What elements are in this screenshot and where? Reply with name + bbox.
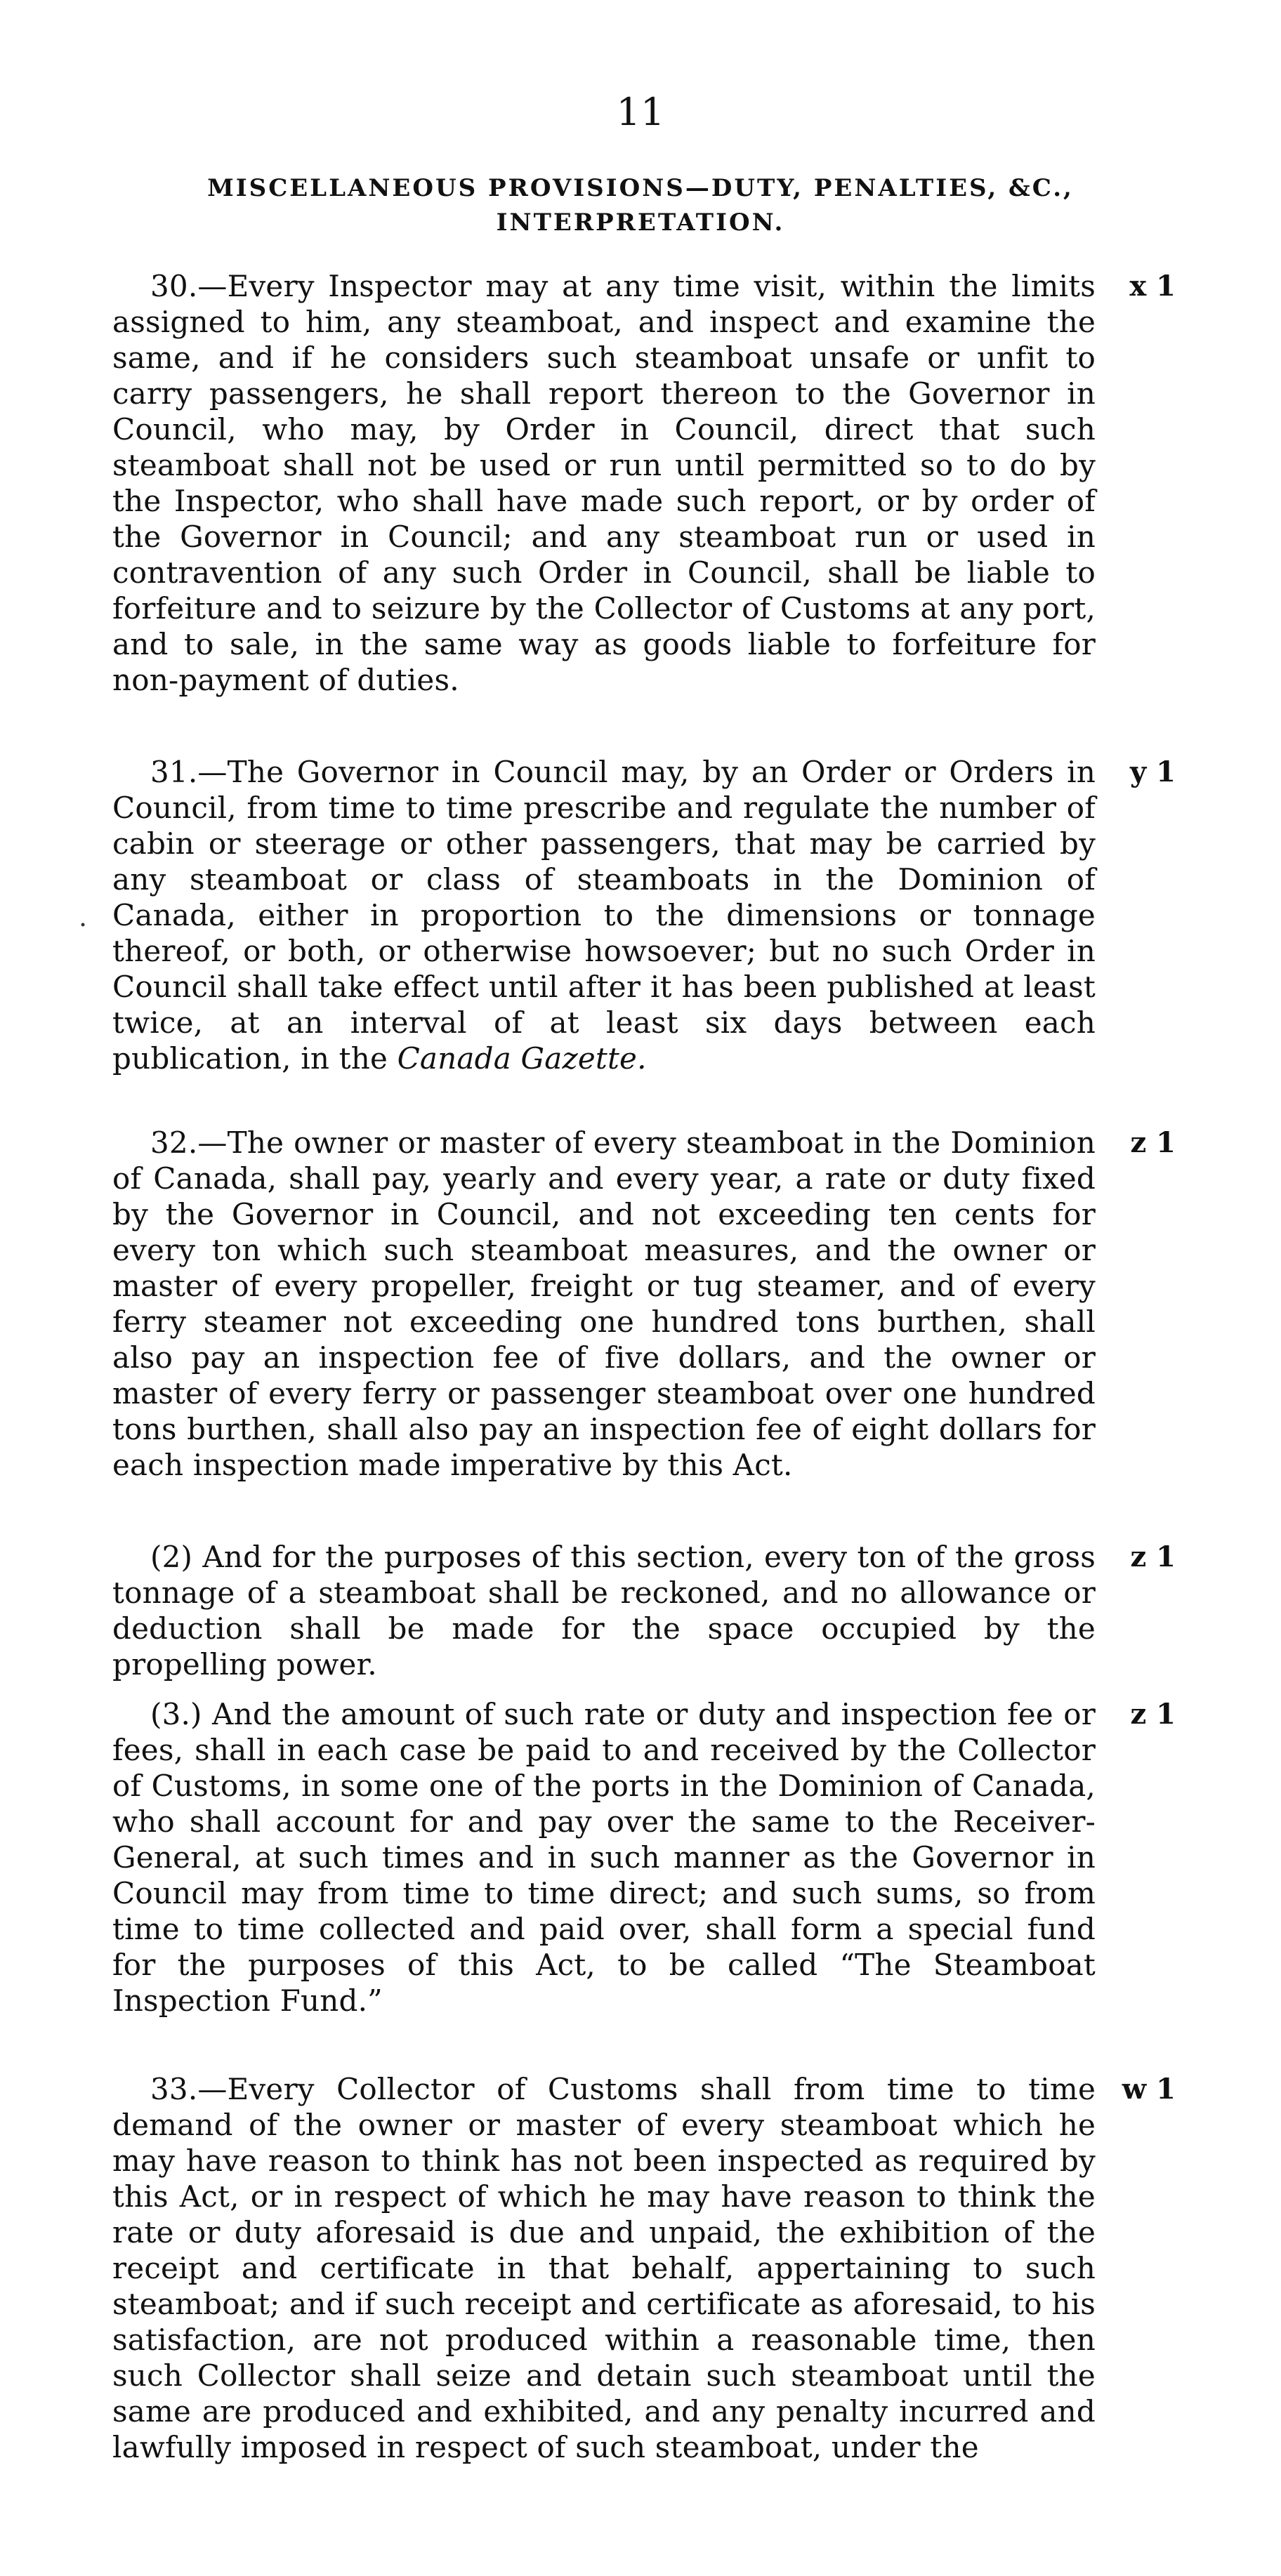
- margin-note: y 1: [1130, 755, 1176, 788]
- paragraph-text: —The owner or master of every steamboat in the Dominion of Canada, shall pay, yearly and every year, a rate or duty fixed by the Governor in Council, and not exceeding ten cents for every ton which such steamboat measures, and the owner or master of every propeller, freight or tug steamer, and of every ferry steamer not exceeding one hundred tons burthen, shall also pay an inspection fee of five dollars, and the owner or master of every ferry or passenger steamboat over one hundred tons burthen, shall also pay an inspection fee of eight dollars for each inspection made imperative by this Act.: [112, 1125, 1096, 1482]
- margin-note: z 1: [1130, 1126, 1176, 1159]
- gazette-title: Canada Gazette.: [397, 1041, 647, 1076]
- page-number: 11: [616, 90, 665, 134]
- paragraph-number: 30.: [150, 269, 198, 303]
- margin-note: w 1: [1122, 2073, 1176, 2106]
- paragraph-32: [112, 1125, 1096, 1483]
- paragraph-text: —The Governor in Council may, by an Order or Orders in Council, from time to time prescribe and regulate the number of cabin or steerage or other passengers, that may be carried by any steamboat or class of steamboats in the Dominion of Canada, either in proportion to the dimensions or tonnage thereof, or both, or otherwise howsoever; but no such Order in Council shall take effect until after it has been published at least twice, at an interval of at least six days between each publication, in the: [112, 755, 1096, 1076]
- paragraph-30: [112, 268, 1096, 698]
- subsection-2: [112, 1539, 1096, 1682]
- paragraph-number: 32.: [150, 1125, 198, 1160]
- paragraph-number: 31.: [150, 755, 198, 789]
- paragraph-text: —Every Inspector may at any time visit, within the limits assigned to him, any steamboat, and inspect and examine the same, and if he considers such steamboat unsafe or unfit to carry passengers, he shall report thereon to the Governor in Council, who may, by Order in Council, direct that such steamboat shall not be used or run until permitted so to do by the Inspector, who shall have made such report, or by order of the Governor in Council; and any steamboat run or used in contravention of any such Order in Council, shall be liable to forfeiture and to seizure by the Collector of Customs at any port, and to sale, in the same way as goods liable to forfeiture for non-payment of duties.: [112, 269, 1096, 697]
- paragraph-number: 33.: [150, 2072, 198, 2106]
- stray-mark: .: [79, 901, 88, 932]
- subsection-3: [112, 1696, 1096, 2019]
- section-heading: MISCELLANEOUS PROVISIONS—DUTY, PENALTIES, &C.,: [207, 174, 1074, 202]
- margin-note: z 1: [1130, 1540, 1176, 1573]
- margin-note: z 1: [1130, 1698, 1176, 1731]
- section-subheading: INTERPRETATION.: [496, 209, 785, 237]
- paragraph-31: [112, 754, 1096, 1076]
- subsection-number: (3.): [150, 1697, 202, 1731]
- subsection-text: And for the purposes of this section, every ton of the gross tonnage of a steamboat shall be reckoned, and no allowance or deduction shall be made for the space occupied by the propelling power.: [112, 1540, 1096, 1682]
- subsection-number: (2): [150, 1540, 193, 1574]
- margin-note: x 1: [1129, 270, 1176, 303]
- subsection-text: And the amount of such rate or duty and inspection fee or fees, shall in each case be paid to and received by the Collector of Customs, in some one of the ports in the Dominion of Canada, who shall account for and pay over the same to the Receiver-General, at such times and in such manner as the Governor in Council may from time to time direct; and such sums, so from time to time collected and paid over, shall form a special fund for the purposes of this Act, to be called “The Steamboat Inspection Fund.”: [112, 1697, 1096, 2018]
- paragraph-text: —Every Collector of Customs shall from time to time demand of the owner or master of every steamboat which he may have reason to think has not been inspected as required by this Act, or in respect of which he may have reason to think the rate or duty aforesaid is due and unpaid, the exhibition of the receipt and certificate in that behalf, appertaining to such steamboat; and if such receipt and certificate as aforesaid, to his satisfaction, are not produced within a reasonable time, then such Collector shall seize and detain such steamboat until the same are produced and exhibited, and any penalty incurred and lawfully imposed in respect of such steamboat, under the: [112, 2072, 1096, 2464]
- paragraph-33: [112, 2071, 1096, 2465]
